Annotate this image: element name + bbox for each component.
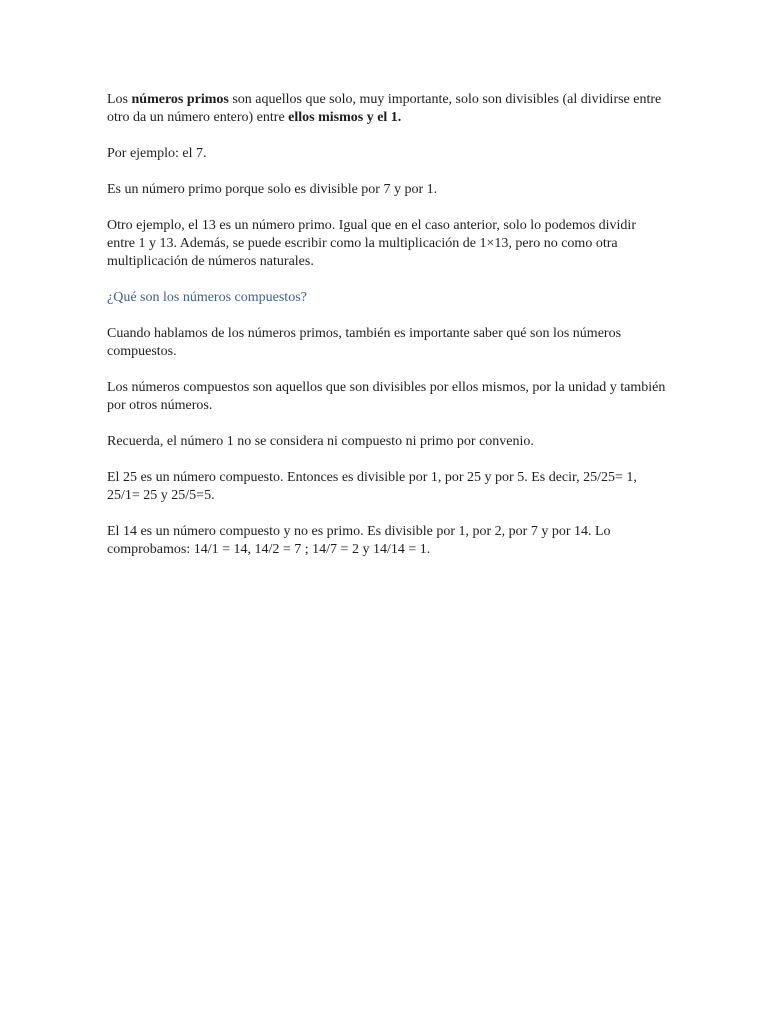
paragraph-example-14: El 14 es un número compuesto y no es primo. Es divisible por 1, por 2, por 7 y por 14. Lo comprobamos: 14/1 = 14, 14/2 = 7 ; 14/7 = 2 y 14/14 = 1. <box>107 524 611 557</box>
paragraph-example-25: El 25 es un número compuesto. Entonces es divisible por 1, por 25 y por 5. Es decir, 25/25= 1, 25/1= 25 y 25/5=5. <box>107 470 637 503</box>
bold-term-ellos-mismos: ellos mismos y el 1. <box>288 110 402 125</box>
paragraph-primes-definition <box>107 91 667 127</box>
paragraph-number-one: Recuerda, el número 1 no se considera ni compuesto ni primo por convenio. <box>107 434 534 449</box>
paragraph-compuestos-intro: Cuando hablamos de los números primos, también es importante saber qué son los números compuestos. <box>107 326 622 359</box>
section-heading-compuestos: ¿Qué son los números compuestos? <box>107 290 307 305</box>
document-body <box>107 91 667 577</box>
text-segment: Los <box>107 92 132 107</box>
paragraph-compuestos-definition: Los números compuestos son aquellos que son divisibles por ellos mismos, por la unidad y también por otros números. <box>107 380 666 413</box>
paragraph-explanation-7: Es un número primo porque solo es divisible por 7 y por 1. <box>107 182 438 197</box>
bold-term-numeros-primos: números primos <box>131 92 229 107</box>
text-segment: son aquellos que solo, muy importante, solo son divisibles (al dividirse entre otro da un número entero) entre <box>107 92 662 125</box>
paragraph-example-13: Otro ejemplo, el 13 es un número primo. Igual que en el caso anterior, solo lo podemos dividir entre 1 y 13. Además, se puede escribir como la multiplicación de 1×13, pero no como otra multiplicación de números naturales. <box>107 218 636 269</box>
paragraph-example-7: Por ejemplo: el 7. <box>107 146 207 161</box>
